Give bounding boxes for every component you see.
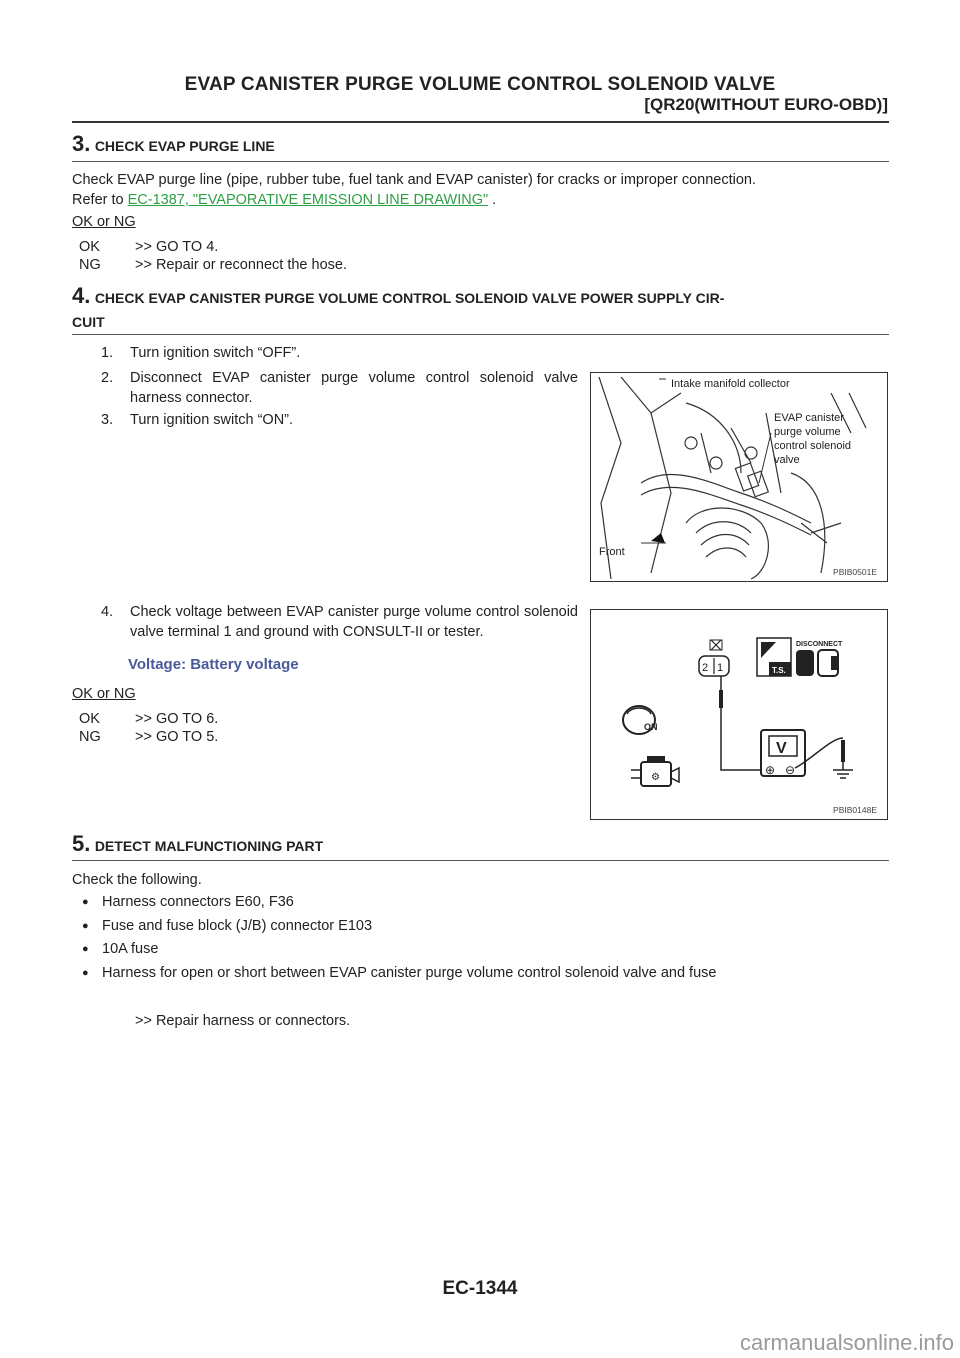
step-3-title: CHECK EVAP PURGE LINE — [94, 138, 275, 154]
voltage-spec: Voltage: Battery voltage — [128, 656, 299, 673]
page-subtitle: [QR20(WITHOUT EURO-OBD)] — [644, 95, 888, 114]
engine-mark: ⚙ — [651, 772, 660, 783]
step-4-ng-row — [79, 728, 218, 746]
terminal-2: 2 — [702, 662, 709, 674]
terminal-1: 1 — [717, 662, 724, 674]
minus-terminal: ⊖ — [785, 763, 796, 777]
voltmeter-icon — [761, 730, 805, 777]
voltmeter-label: V — [776, 740, 787, 757]
step-3-ok-or-ng-label: OK or NG — [72, 214, 136, 230]
step-4-heading — [72, 283, 889, 309]
step-4-rule — [72, 334, 889, 335]
ignition-on-icon — [623, 706, 658, 734]
bullet: ● — [82, 967, 89, 979]
step-4-item-1: 1. Turn ignition switch “OFF”. — [101, 345, 301, 361]
step-4-item-4: 4. Check voltage between EVAP canister purge volume control solenoid valve terminal 1 and ground with CONSULT-II or tester. — [101, 604, 578, 640]
step-5-action: >> Repair harness or connectors. — [135, 1013, 351, 1029]
bullet: ● — [82, 920, 89, 932]
step-5-title: DETECT MALFUNCTIONING PART — [94, 838, 324, 854]
step-5-intro: Check the following. — [72, 872, 202, 888]
step-4-item-2: 2. Disconnect EVAP canister purge volume control solenoid valve harness connector. — [101, 370, 578, 406]
tester-icon — [757, 638, 791, 676]
watermark: carmanualsonline.info — [739, 1330, 954, 1355]
header-rule — [72, 121, 889, 123]
figure-2-code: PBIB0148E — [833, 805, 877, 815]
step-3-number: 3. — [72, 131, 91, 156]
ok-action: >> GO TO 4. — [135, 239, 219, 255]
on-label: ON — [644, 722, 658, 732]
label-front: Front — [599, 546, 625, 558]
label-evap-line-4: valve — [774, 454, 800, 466]
step-4-ok-or-ng-label: OK or NG — [72, 686, 136, 702]
solenoid-location-drawing — [591, 373, 887, 581]
step-4-number: 4. — [72, 283, 91, 308]
check-item-2: ● Fuse and fuse block (J/B) connector E103 — [82, 918, 373, 934]
voltage-check-diagram — [591, 610, 887, 819]
ng-key: NG — [79, 729, 101, 745]
figure-voltage-check — [590, 609, 888, 820]
ok-key: OK — [79, 239, 100, 255]
ok-action: >> GO TO 6. — [135, 711, 219, 727]
positive-lead — [721, 708, 765, 770]
bullet: ● — [82, 943, 89, 955]
step-5-number: 5. — [72, 831, 91, 856]
probe-tip — [719, 690, 723, 708]
disconnect-connector-icon — [796, 650, 839, 676]
check-item-1: ● Harness connectors E60, F36 — [82, 894, 294, 910]
ok-key: OK — [79, 711, 100, 727]
step-3-ng-row — [79, 256, 347, 274]
step-3-heading — [72, 131, 889, 157]
step-4-heading-cont — [72, 314, 889, 332]
ts-label: T.S. — [772, 666, 786, 675]
evap-line-drawing-link[interactable]: EC-1387, "EVAPORATIVE EMISSION LINE DRAWING" — [127, 192, 489, 208]
step-4-title-cont: CUIT — [72, 314, 105, 330]
label-intake-manifold: Intake manifold collector — [671, 378, 790, 390]
step-4-title: CHECK EVAP CANISTER PURGE VOLUME CONTROL SOLENOID VALVE POWER SUPPLY CIR- — [94, 290, 725, 306]
step-3-ok-row — [79, 238, 218, 256]
label-evap-line-2: purge volume — [774, 426, 841, 438]
refer-suffix: . — [488, 192, 497, 208]
figure-1-code: PBIB0501E — [833, 567, 877, 577]
ng-key: NG — [79, 257, 101, 273]
refer-prefix: Refer to — [72, 192, 128, 208]
engine-icon — [631, 756, 679, 786]
page-number: EC-1344 — [442, 1278, 518, 1299]
ground-probe — [841, 740, 845, 762]
harness-connector-icon — [699, 640, 729, 676]
ng-action: >> Repair or reconnect the hose. — [135, 257, 347, 273]
step-4-item-3: 3. Turn ignition switch “ON”. — [101, 412, 294, 428]
check-item-4: ● Harness for open or short between EVAP canister purge volume control solenoid valve and fuse — [82, 965, 717, 981]
ng-action: >> GO TO 5. — [135, 729, 219, 745]
figure-solenoid-location — [590, 372, 888, 582]
step-3-rule — [72, 161, 889, 162]
label-evap-line-3: control solenoid — [774, 440, 852, 452]
label-evap-line-1: EVAP canister — [774, 412, 844, 424]
step-3-refer — [72, 190, 496, 210]
step-5-heading — [72, 831, 889, 857]
page-title: EVAP CANISTER PURGE VOLUME CONTROL SOLENOID VALVE — [184, 74, 776, 95]
plus-terminal: ⊕ — [765, 763, 776, 777]
step-5-rule — [72, 860, 889, 861]
step-3-body: Check EVAP purge line (pipe, rubber tube, fuel tank and EVAP canister) for cracks or improper connection. — [72, 172, 757, 188]
bullet: ● — [82, 896, 89, 908]
step-4-ok-row — [79, 710, 218, 728]
check-item-3: ● 10A fuse — [82, 941, 159, 957]
disconnect-label: DISCONNECT — [796, 641, 843, 648]
ground-symbol — [833, 762, 853, 778]
